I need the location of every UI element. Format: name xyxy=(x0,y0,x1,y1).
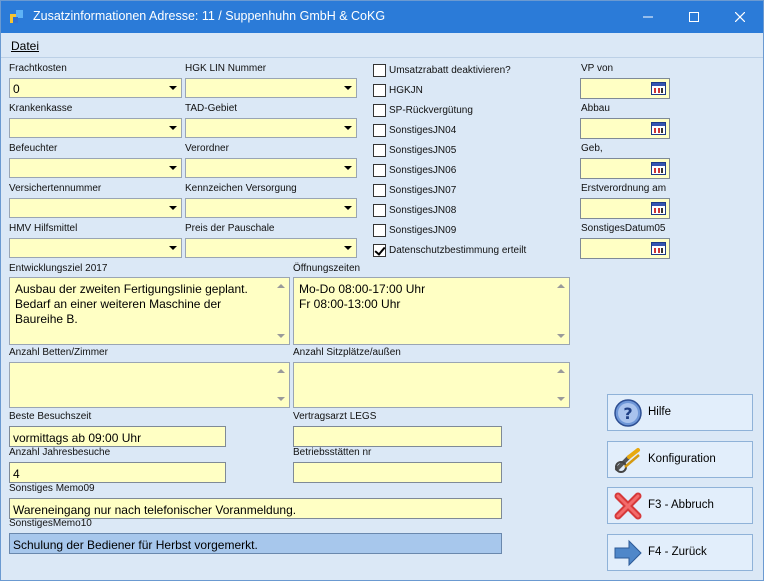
app-icon xyxy=(9,8,25,24)
date-label-4: SonstigesDatum05 xyxy=(581,223,666,234)
scroll-down-icon[interactable] xyxy=(277,334,285,338)
checkbox-6[interactable] xyxy=(373,184,386,197)
beste-besuchszeit-value: vormittags ab 09:00 Uhr xyxy=(13,431,142,445)
date-label-2: Geb, xyxy=(581,143,603,154)
scroll-up-icon[interactable] xyxy=(277,369,285,373)
jahresbesuche-label: Anzahl Jahresbesuche xyxy=(9,447,111,458)
calendar-icon[interactable] xyxy=(651,162,666,175)
chevron-down-icon[interactable] xyxy=(339,79,356,97)
minimize-icon xyxy=(643,12,653,22)
minimize-button[interactable] xyxy=(625,1,671,33)
checkbox-label-4[interactable]: SonstigesJN05 xyxy=(389,145,457,156)
konfiguration-button[interactable] xyxy=(607,441,753,478)
menu-bar xyxy=(1,33,763,58)
calendar-icon[interactable] xyxy=(651,82,666,95)
beste-besuchszeit-input[interactable] xyxy=(9,426,226,447)
memo10-value: Schulung der Bediener für Herbst vorgemerkt. xyxy=(13,538,258,552)
verordner-combo[interactable] xyxy=(185,158,357,178)
memo09-input[interactable] xyxy=(9,498,502,519)
betriebsstaetten-input[interactable] xyxy=(293,462,502,483)
memo-scrollbar[interactable] xyxy=(553,363,569,407)
chevron-down-icon[interactable] xyxy=(339,199,356,217)
maximize-button[interactable] xyxy=(671,1,717,33)
memo10-label: SonstigesMemo10 xyxy=(9,518,92,529)
date-field-0[interactable] xyxy=(580,78,670,99)
checkbox-4[interactable] xyxy=(373,144,386,157)
oeffnungszeiten-memo[interactable] xyxy=(293,277,570,345)
date-field-1[interactable] xyxy=(580,118,670,139)
calendar-icon[interactable] xyxy=(651,202,666,215)
krankenkasse-label: Krankenkasse xyxy=(9,103,73,114)
oeffnungszeiten-label: Öffnungszeiten xyxy=(293,263,361,274)
scroll-down-icon[interactable] xyxy=(557,397,565,401)
frachtkosten-combo[interactable] xyxy=(9,78,182,98)
checkbox-2[interactable] xyxy=(373,104,386,117)
zurueck-label: F4 - Zurück xyxy=(648,546,707,558)
frachtkosten-label: Frachtkosten xyxy=(9,63,67,74)
hilfe-button[interactable] xyxy=(607,394,753,431)
hmv-hilfsmittel-combo[interactable] xyxy=(9,238,182,258)
hgk-lin-label: HGK LIN Nummer xyxy=(185,63,267,74)
jahresbesuche-input[interactable] xyxy=(9,462,226,483)
maximize-icon xyxy=(689,12,699,22)
window-title: Zusatzinformationen Adresse: 11 / Suppenhuhn GmbH & CoKG xyxy=(33,9,386,23)
arrow-right-icon xyxy=(613,538,643,568)
tad-gebiet-label: TAD-Gebiet xyxy=(185,103,238,114)
befeuchter-combo[interactable] xyxy=(9,158,182,178)
befeuchter-label: Befeuchter xyxy=(9,143,58,154)
chevron-down-icon[interactable] xyxy=(164,159,181,177)
date-field-3[interactable] xyxy=(580,198,670,219)
checkbox-label-0[interactable]: Umsatzrabatt deaktivieren? xyxy=(389,65,511,76)
versichertennummer-combo[interactable] xyxy=(9,198,182,218)
checkbox-label-7[interactable]: SonstigesJN08 xyxy=(389,205,457,216)
date-field-4[interactable] xyxy=(580,238,670,259)
checkbox-label-3[interactable]: SonstigesJN04 xyxy=(389,125,457,136)
menu-datei[interactable]: Datei xyxy=(11,39,40,53)
sitzplaetze-memo[interactable] xyxy=(293,362,570,408)
help-icon xyxy=(613,398,643,428)
versichertennummer-label: Versichertennummer xyxy=(9,183,102,194)
zurueck-button[interactable] xyxy=(607,534,753,571)
chevron-down-icon[interactable] xyxy=(339,239,356,257)
checkbox-label-5[interactable]: SonstigesJN06 xyxy=(389,165,457,176)
scroll-up-icon[interactable] xyxy=(557,369,565,373)
entwicklungsziel-memo[interactable] xyxy=(9,277,290,345)
scroll-up-icon[interactable] xyxy=(557,284,565,288)
scroll-down-icon[interactable] xyxy=(557,334,565,338)
oeffnungszeiten-value: Mo-Do 08:00-17:00 Uhr Fr 08:00-13:00 Uhr xyxy=(299,282,426,311)
kennzeichen-versorgung-label: Kennzeichen Versorgung xyxy=(185,183,297,194)
close-button[interactable] xyxy=(717,1,763,33)
memo09-label: Sonstiges Memo09 xyxy=(9,483,95,494)
chevron-down-icon[interactable] xyxy=(164,199,181,217)
krankenkasse-combo[interactable] xyxy=(9,118,182,138)
abbruch-button[interactable] xyxy=(607,487,753,524)
chevron-down-icon[interactable] xyxy=(164,239,181,257)
checkbox-5[interactable] xyxy=(373,164,386,177)
checkbox-label-2[interactable]: SP-Rückvergütung xyxy=(389,105,473,116)
konfiguration-label: Konfiguration xyxy=(648,453,716,465)
betten-memo[interactable] xyxy=(9,362,290,408)
frachtkosten-value: 0 xyxy=(13,82,20,96)
memo-scrollbar[interactable] xyxy=(273,363,289,407)
chevron-down-icon[interactable] xyxy=(339,119,356,137)
jahresbesuche-value: 4 xyxy=(13,467,20,481)
hmv-hilfsmittel-label: HMV Hilfsmittel xyxy=(9,223,78,234)
checkbox-9[interactable] xyxy=(373,244,386,257)
checkbox-label-8[interactable]: SonstigesJN09 xyxy=(389,225,457,236)
preis-pauschale-combo[interactable] xyxy=(185,238,357,258)
checkbox-label-1[interactable]: HGKJN xyxy=(389,85,423,96)
entwicklungsziel-value: Ausbau der zweiten Fertigungslinie geplant. Bedarf an einer weiteren Maschine der Baureihe B. xyxy=(15,282,248,326)
wrench-icon xyxy=(613,445,643,475)
preis-pauschale-label: Preis der Pauschale xyxy=(185,223,275,234)
date-label-0: VP von xyxy=(581,63,614,74)
vertragsarzt-input[interactable] xyxy=(293,426,502,447)
checkbox-label-9[interactable]: Datenschutzbestimmung erteilt xyxy=(389,245,527,256)
checkbox-7[interactable] xyxy=(373,204,386,217)
betten-label: Anzahl Betten/Zimmer xyxy=(9,347,108,358)
beste-besuchszeit-label: Beste Besuchszeit xyxy=(9,411,92,422)
verordner-label: Verordner xyxy=(185,143,229,154)
chevron-down-icon[interactable] xyxy=(164,119,181,137)
close-icon xyxy=(735,12,745,22)
scroll-up-icon[interactable] xyxy=(277,284,285,288)
date-field-2[interactable] xyxy=(580,158,670,179)
cancel-x-icon xyxy=(613,491,643,521)
memo10-input[interactable] xyxy=(9,533,502,554)
date-label-3: Erstverordnung am xyxy=(581,183,667,194)
checkbox-8[interactable] xyxy=(373,224,386,237)
checkbox-3[interactable] xyxy=(373,124,386,137)
memo-scrollbar[interactable] xyxy=(553,278,569,344)
memo-scrollbar[interactable] xyxy=(273,278,289,344)
hilfe-label: Hilfe xyxy=(648,406,672,418)
checkbox-label-6[interactable]: SonstigesJN07 xyxy=(389,185,457,196)
betriebsstaetten-label: Betriebsstätten nr xyxy=(293,447,372,458)
vertragsarzt-label: Vertragsarzt LEGS xyxy=(293,411,377,422)
kennzeichen-versorgung-combo[interactable] xyxy=(185,198,357,218)
tad-gebiet-combo[interactable] xyxy=(185,118,357,138)
chevron-down-icon[interactable] xyxy=(164,79,181,97)
hgk-lin-combo[interactable] xyxy=(185,78,357,98)
calendar-icon[interactable] xyxy=(651,242,666,255)
checkbox-1[interactable] xyxy=(373,84,386,97)
memo09-value: Wareneingang nur nach telefonischer Voranmeldung. xyxy=(13,503,297,517)
entwicklungsziel-label: Entwicklungsziel 2017 xyxy=(9,263,108,274)
checkbox-0[interactable] xyxy=(373,64,386,77)
scroll-down-icon[interactable] xyxy=(277,397,285,401)
calendar-icon[interactable] xyxy=(651,122,666,135)
sitzplaetze-label: Anzahl Sitzplätze/außen xyxy=(293,347,401,358)
title-bar[interactable] xyxy=(1,1,763,33)
chevron-down-icon[interactable] xyxy=(339,159,356,177)
svg-text:?: ? xyxy=(623,404,633,423)
date-label-1: Abbau xyxy=(581,103,610,114)
abbruch-label: F3 - Abbruch xyxy=(648,499,714,511)
